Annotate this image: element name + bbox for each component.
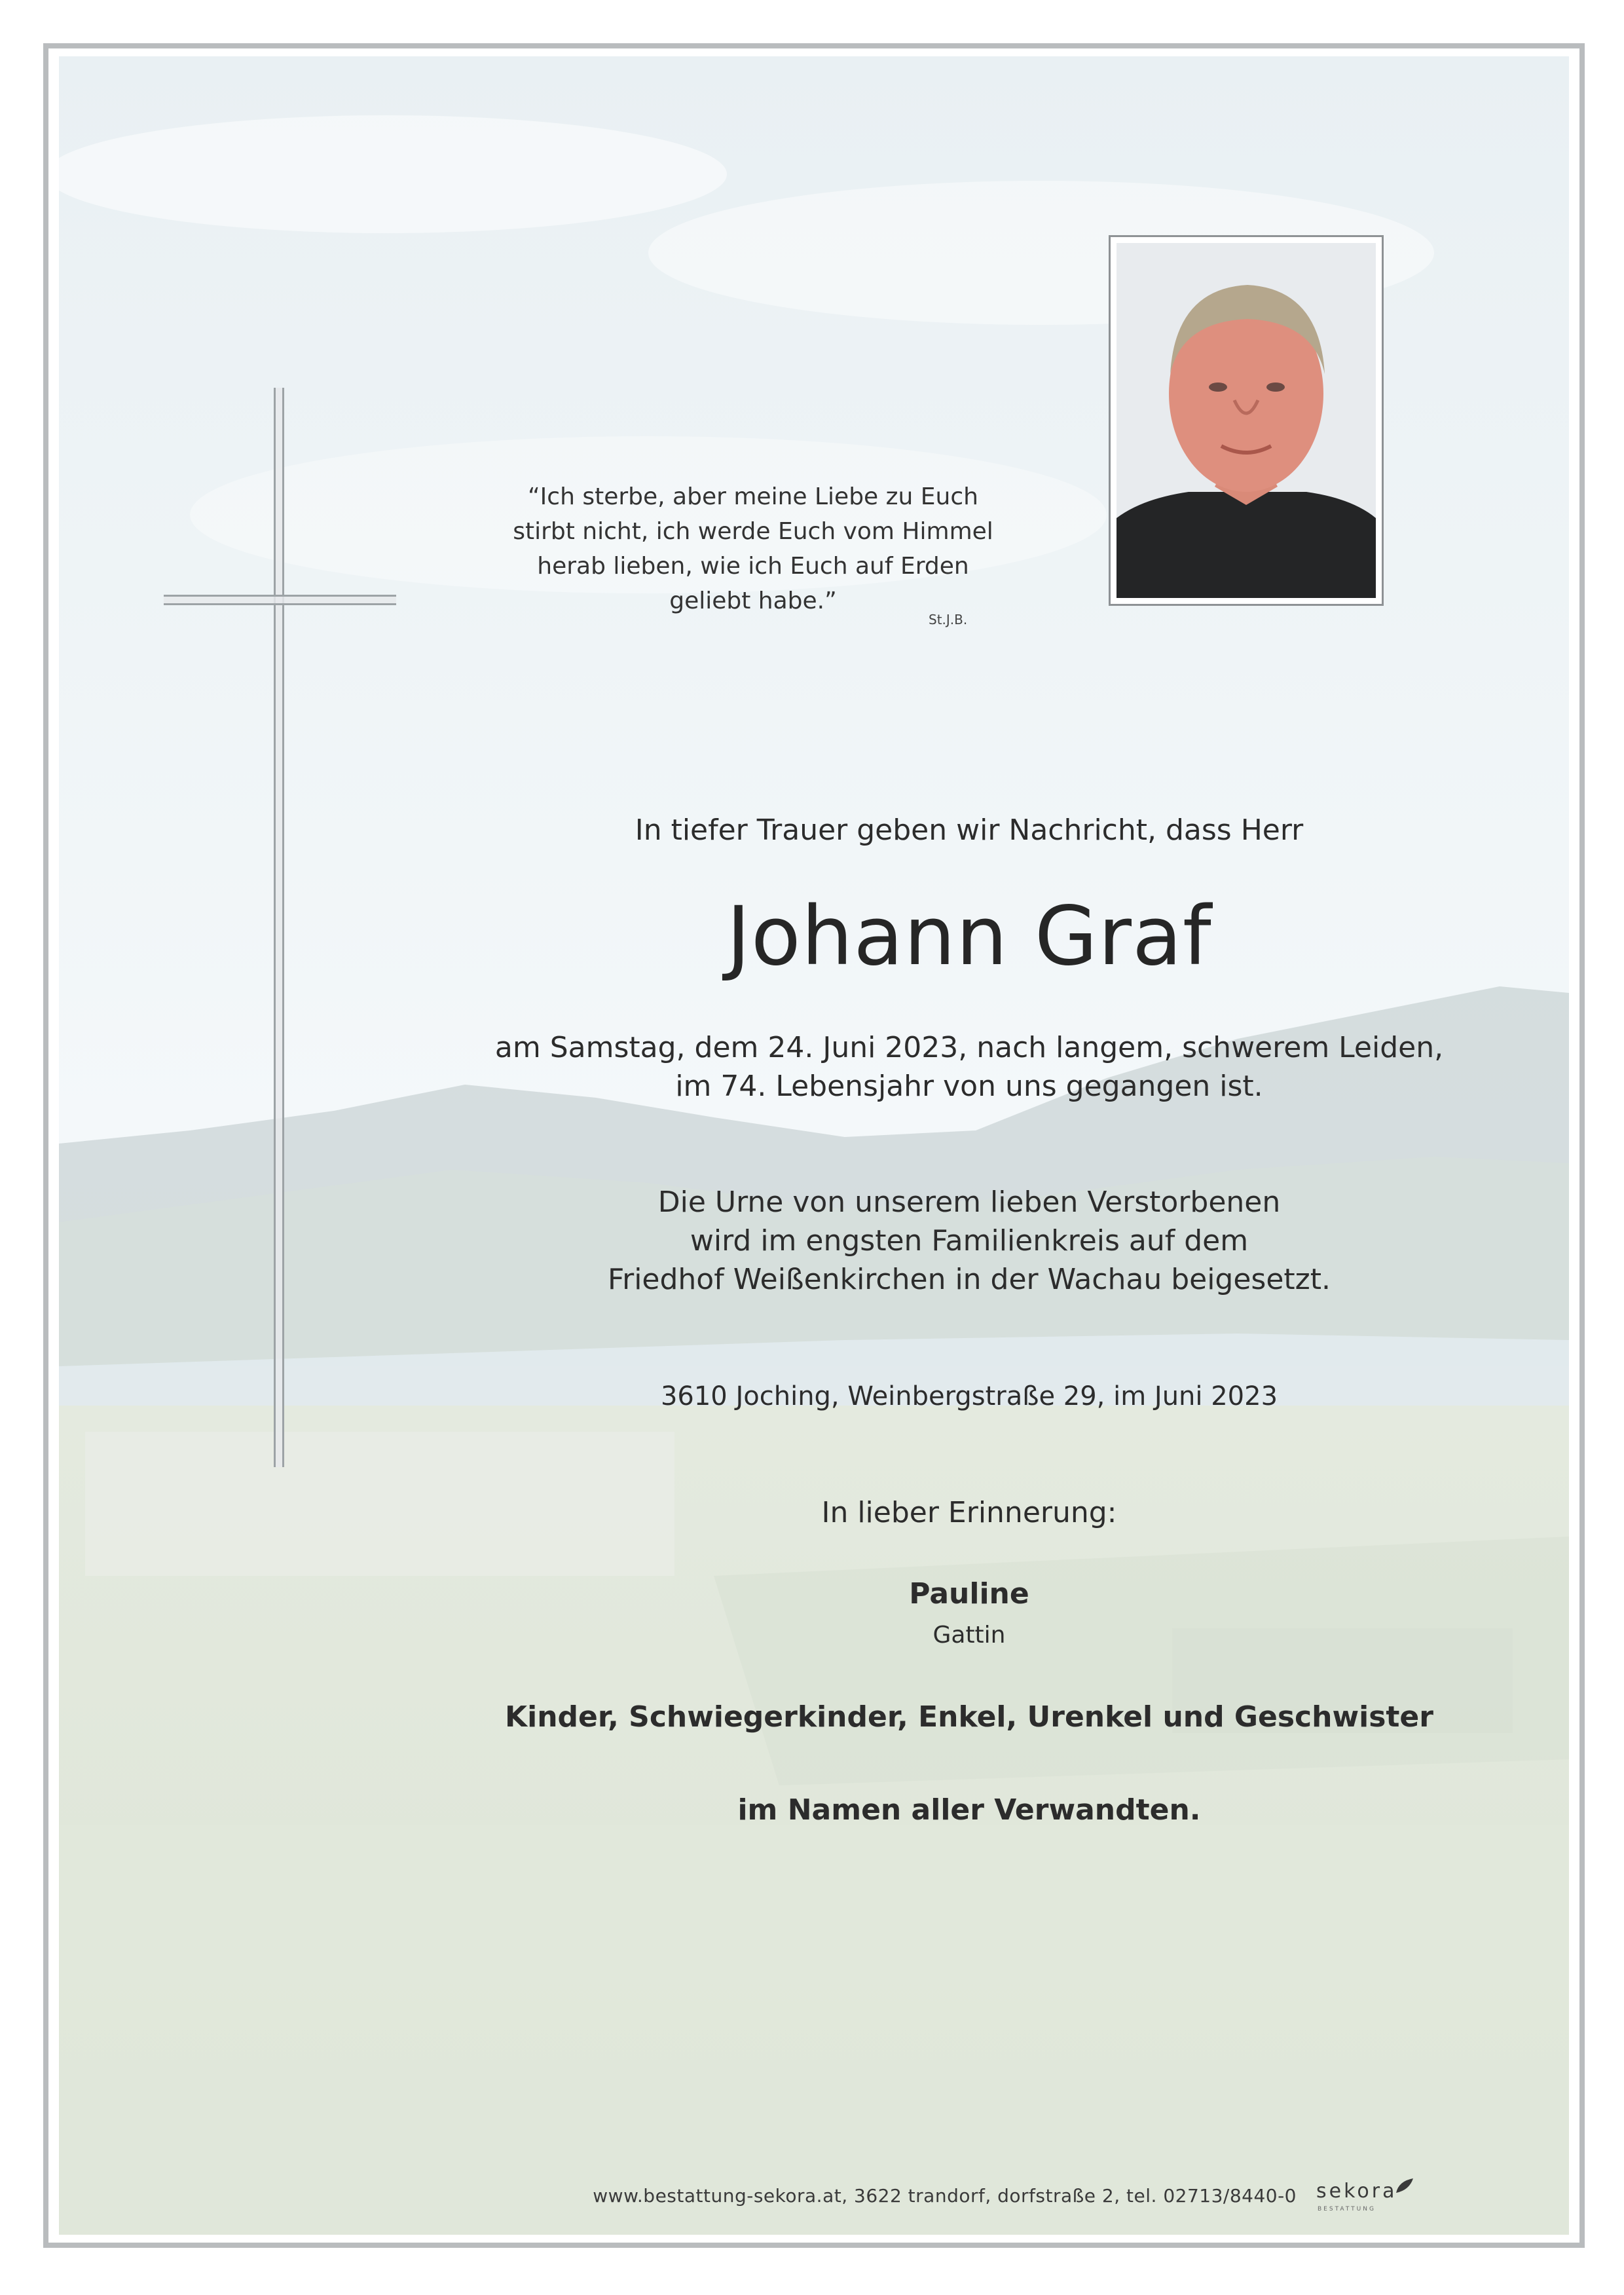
quote-line: geliebt habe.” bbox=[669, 588, 837, 614]
portrait-image bbox=[1116, 243, 1376, 598]
deceased-name: Johann Graf bbox=[726, 889, 1212, 984]
sekora-logo bbox=[1316, 2176, 1414, 2215]
burial-line: Die Urne von unserem lieben Verstorbenen bbox=[657, 1185, 1281, 1219]
portrait-photo bbox=[1109, 235, 1384, 606]
quote bbox=[471, 479, 1035, 618]
death-line: am Samstag, dem 24. Juni 2023, nach langem, schwerem Leiden, bbox=[494, 1031, 1444, 1064]
quote-line: stirbt nicht, ich werde Euch vom Himmel bbox=[513, 518, 993, 545]
quote-line: herab lieben, wie ich Euch auf Erden bbox=[537, 553, 969, 580]
memory-heading: In lieber Erinnerung: bbox=[821, 1496, 1117, 1529]
logo-word: sekora bbox=[1316, 2180, 1397, 2203]
address-date: 3610 Joching, Weinbergstraße 29, im Juni 2023 bbox=[660, 1381, 1278, 1411]
logo-subtitle: BESTATTUNG bbox=[1318, 2206, 1376, 2212]
burial-line: Friedhof Weißenkirchen in der Wachau beigesetzt. bbox=[608, 1263, 1331, 1296]
footer-contact: www.bestattung-sekora.at, 3622 trandorf, dorfstraße 2, tel. 02713/8440-0 bbox=[593, 2185, 1297, 2207]
cross-icon-bar bbox=[164, 595, 396, 605]
relatives-line: im Namen aller Verwandten. bbox=[737, 1793, 1201, 1827]
cross-icon bbox=[274, 388, 284, 1467]
family-list: Kinder, Schwiegerkinder, Enkel, Urenkel und Geschwister bbox=[505, 1700, 1433, 1734]
death-notice bbox=[458, 1028, 1480, 1106]
burial-line: wird im engsten Familienkreis auf dem bbox=[690, 1224, 1249, 1258]
burial-notice bbox=[458, 1183, 1480, 1299]
intro-text: In tiefer Trauer geben wir Nachricht, dass Herr bbox=[635, 813, 1304, 847]
spouse-role: Gattin bbox=[932, 1622, 1006, 1649]
leaf-icon bbox=[1395, 2176, 1414, 2195]
spouse-name: Pauline bbox=[909, 1577, 1029, 1611]
quote-line: “Ich sterbe, aber meine Liebe zu Euch bbox=[528, 483, 978, 510]
death-line: im 74. Lebensjahr von uns gegangen ist. bbox=[675, 1070, 1263, 1103]
quote-source: St.J.B. bbox=[929, 612, 968, 627]
